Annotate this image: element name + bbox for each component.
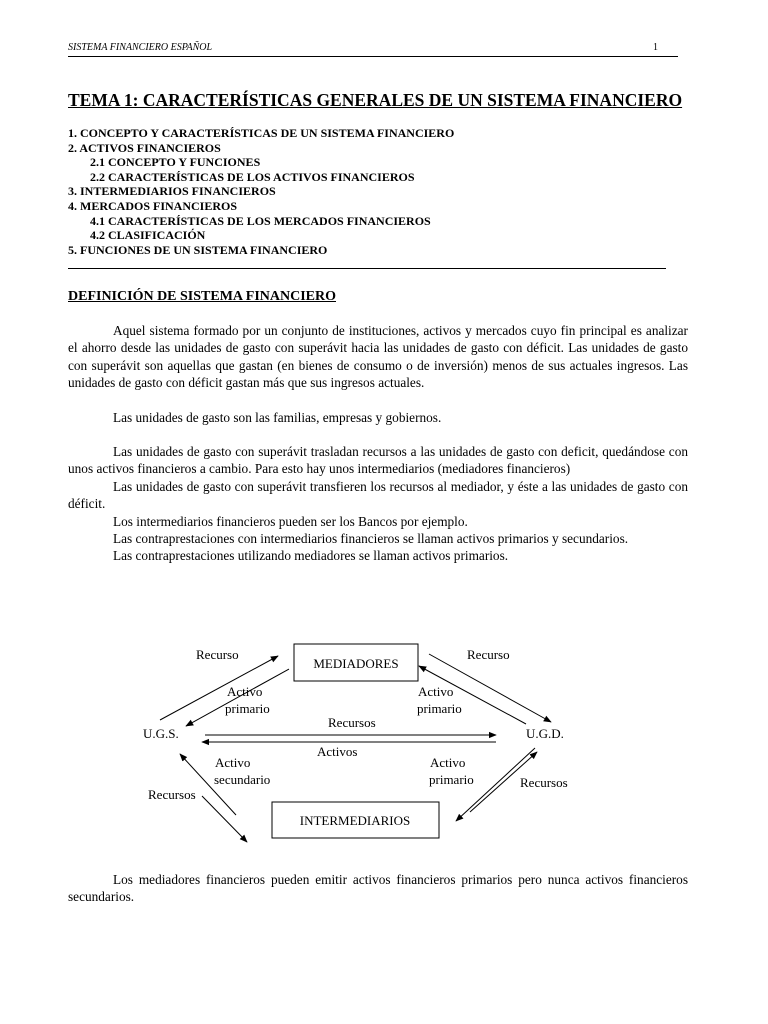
label-activo-secundario-1: Activo — [215, 755, 251, 770]
label-recursos-bottom-left: Recursos — [148, 787, 196, 802]
table-of-contents — [68, 126, 454, 257]
paragraph: Los intermediarios financieros pueden ser los Bancos por ejemplo. — [113, 513, 468, 529]
intermediarios-label: INTERMEDIARIOS — [299, 812, 411, 828]
label-activo-br-1: Activo — [430, 755, 466, 770]
toc-item: 1. CONCEPTO Y CARACTERÍSTICAS DE UN SISTEMA FINANCIERO — [68, 126, 455, 140]
paragraph: Las contraprestaciones utilizando mediadores se llaman activos primarios. — [113, 548, 509, 564]
paragraph: Las unidades de gasto con superávit trasladan recursos a las unidades de gasto con deficit, quedándose con unos activos financieros a cambio. Para esto hay unos intermediarios (mediadores financieros) — [68, 444, 688, 477]
section-title: DEFINICIÓN DE SISTEMA FINANCIERO — [68, 289, 336, 304]
label-activo-right: Activo — [418, 684, 454, 699]
closing-body — [68, 871, 688, 906]
toc-subitem: 2.1 CONCEPTO Y FUNCIONES — [90, 155, 261, 170]
toc-subitem: 2.2 CARACTERÍSTICAS DE LOS ACTIVOS FINANCIEROS — [90, 169, 415, 184]
paragraph: Las unidades de gasto con superávit transfieren los recursos al mediador, y éste a las unidades de gasto con déficit. — [68, 478, 688, 512]
label-activos-center: Activos — [317, 744, 358, 759]
ugs-label: U.G.S. — [143, 726, 179, 741]
divider — [68, 268, 666, 269]
label-activo-br-2: primario — [429, 772, 474, 787]
ugd-label: U.G.D. — [526, 726, 564, 741]
label-recurso-right: Recurso — [467, 647, 510, 662]
label-primario-left: primario — [225, 701, 270, 716]
page-number: 1 — [653, 42, 658, 53]
document-title: TEMA 1: CARACTERÍSTICAS GENERALES DE UN SISTEMA FINANCIERO — [68, 90, 683, 110]
toc-item: 4. MERCADOS FINANCIEROS — [68, 198, 238, 213]
label-primario-right: primario — [417, 701, 462, 716]
header-text: SISTEMA FINANCIERO ESPAÑOL — [68, 42, 213, 53]
financial-flow-diagram — [0, 630, 768, 855]
paragraph: Las contraprestaciones con intermediarios financieros se llaman activos primarios y secundarios. — [113, 531, 629, 547]
label-recursos-center: Recursos — [328, 715, 376, 730]
label-activo-secundario-2: secundario — [214, 772, 271, 787]
toc-item: 3. INTERMEDIARIOS FINANCIEROS — [68, 184, 276, 199]
toc-subitem: 4.1 CARACTERÍSTICAS DE LOS MERCADOS FINANCIEROS — [90, 213, 431, 228]
toc-subitem: 4.2 CLASIFICACIÓN — [90, 228, 206, 243]
closing-paragraph: Los mediadores financieros pueden emitir activos financieros primarios pero nunca activos financieros secundarios. — [68, 872, 688, 905]
page-header — [68, 42, 678, 57]
definition-body — [68, 322, 688, 565]
paragraph: Las unidades de gasto son las familias, empresas y gobiernos. — [113, 409, 442, 425]
mediadores-label: MEDIADORES — [313, 655, 399, 671]
paragraph: Aquel sistema formado por un conjunto de instituciones, activos y mercados cuyo fin principal es analizar el ahorro desde las unidades de gasto con superávit hacia las unidades de gasto con déficit. Las unidades de gasto con superávit son aquellas que gastan (en bienes de consumo o de inversión) menos de sus actuales ingresos. Las unidades de gasto con déficit gastan más que sus ingresos actuales. — [68, 323, 688, 391]
label-recursos-bottom-right: Recursos — [520, 775, 568, 790]
label-activo-left: Activo — [227, 684, 263, 699]
toc-item: 2. ACTIVOS FINANCIEROS — [68, 140, 221, 155]
toc-item: 5. FUNCIONES DE UN SISTEMA FINANCIERO — [68, 242, 328, 257]
label-recurso-left: Recurso — [196, 647, 239, 662]
